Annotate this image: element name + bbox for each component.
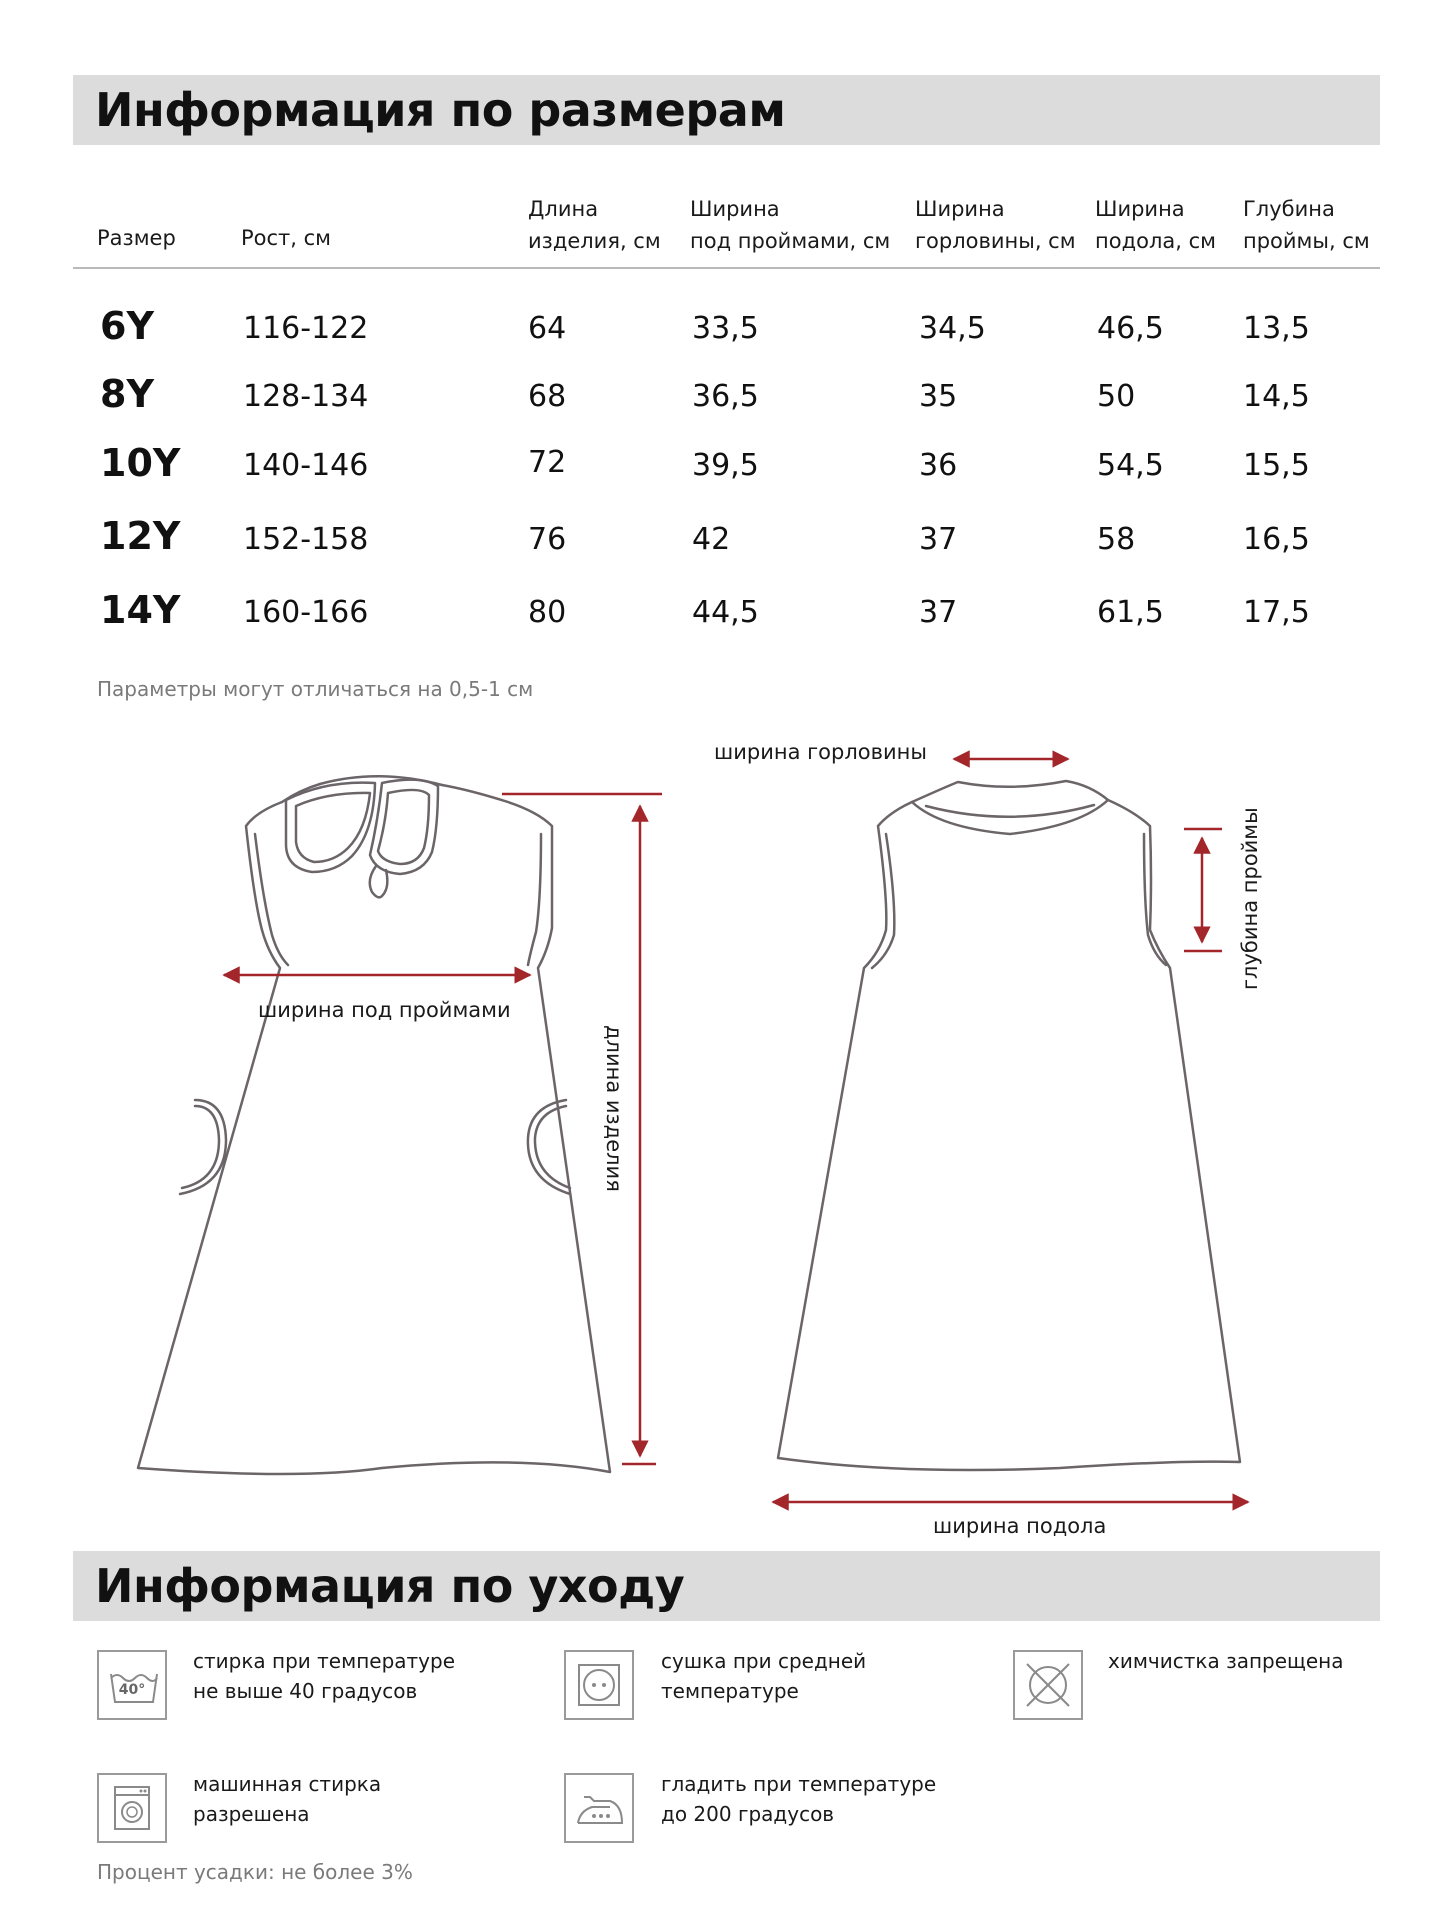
cell-armhole: 17,5 xyxy=(1243,595,1310,630)
care-text-iron: гладить при температуре до 200 градусов xyxy=(661,1772,937,1826)
cell-neck: 37 xyxy=(919,595,958,630)
cell-size: 10Y xyxy=(100,441,181,485)
size-info-title: Информация по размерам xyxy=(95,83,786,137)
cell-height: 140-146 xyxy=(243,448,369,483)
cell-size: 12Y xyxy=(100,514,181,558)
cell-height: 128-134 xyxy=(243,379,369,414)
cell-length: 76 xyxy=(528,522,567,557)
header-hem-width: Ширина подола, см xyxy=(1095,197,1216,253)
dress-front-outline xyxy=(138,776,610,1474)
cell-neck: 34,5 xyxy=(919,311,986,346)
cell-size: 8Y xyxy=(100,372,154,416)
header-height: Рост, см xyxy=(241,226,332,250)
wash-temp-badge: 40° xyxy=(118,1682,146,1698)
care-text-machine: машинная стирка разрешена xyxy=(193,1772,382,1826)
cell-hem: 54,5 xyxy=(1097,448,1164,483)
cell-hem: 61,5 xyxy=(1097,595,1164,630)
cell-neck: 35 xyxy=(919,379,958,414)
cell-length: 64 xyxy=(528,311,567,346)
care-info-title: Информация по уходу xyxy=(95,1559,685,1613)
care-info-banner xyxy=(73,1551,1380,1621)
cell-length: 72 xyxy=(528,445,567,480)
header-size: Размер xyxy=(97,226,176,250)
cell-chest: 33,5 xyxy=(692,311,759,346)
cell-neck: 37 xyxy=(919,522,958,557)
cell-hem: 50 xyxy=(1097,379,1136,414)
cell-size: 14Y xyxy=(100,588,181,632)
cell-height: 116-122 xyxy=(243,311,369,346)
cell-chest: 44,5 xyxy=(692,595,759,630)
cell-height: 160-166 xyxy=(243,595,369,630)
cell-chest: 42 xyxy=(692,522,731,557)
cell-height: 152-158 xyxy=(243,522,369,557)
cell-armhole: 15,5 xyxy=(1243,448,1310,483)
cell-chest: 36,5 xyxy=(692,379,759,414)
cell-length: 80 xyxy=(528,595,567,630)
tumble-dry-medium-icon xyxy=(564,1650,634,1720)
care-text-dry: сушка при средней температуре xyxy=(661,1649,867,1703)
cell-armhole: 13,5 xyxy=(1243,311,1310,346)
care-text-wash: стирка при температуре не выше 40 градусов xyxy=(193,1649,456,1703)
cell-armhole: 14,5 xyxy=(1243,379,1310,414)
header-chest-width: Ширина под проймами, см xyxy=(690,197,891,253)
header-armhole-depth: Глубина проймы, см xyxy=(1243,197,1370,253)
cell-neck: 36 xyxy=(919,448,958,483)
cell-armhole: 16,5 xyxy=(1243,522,1310,557)
wash-40-icon xyxy=(97,1650,167,1720)
header-neck-width: Ширина горловины, см xyxy=(915,197,1076,253)
chest-width-label: ширина под проймами xyxy=(258,998,511,1022)
iron-200-icon xyxy=(564,1773,634,1843)
tolerance-note: Параметры могут отличаться на 0,5-1 см xyxy=(97,677,534,701)
cell-size: 6Y xyxy=(100,304,154,348)
cell-chest: 39,5 xyxy=(692,448,759,483)
shrinkage-note: Процент усадки: не более 3% xyxy=(97,1860,413,1884)
machine-wash-icon xyxy=(97,1773,167,1843)
hem-width-label: ширина подола xyxy=(933,1514,1107,1538)
dress-back-outline xyxy=(778,781,1240,1470)
cell-length: 68 xyxy=(528,379,567,414)
length-label: длина изделия xyxy=(602,1025,626,1192)
armhole-depth-label: глубина проймы xyxy=(1238,807,1262,990)
no-dry-clean-icon xyxy=(1013,1650,1083,1720)
neck-width-label: ширина горловины xyxy=(714,740,927,764)
cell-hem: 46,5 xyxy=(1097,311,1164,346)
cell-hem: 58 xyxy=(1097,522,1136,557)
care-text-dryclean: химчистка запрещена xyxy=(1108,1649,1344,1673)
header-length: Длина изделия, см xyxy=(528,197,661,253)
